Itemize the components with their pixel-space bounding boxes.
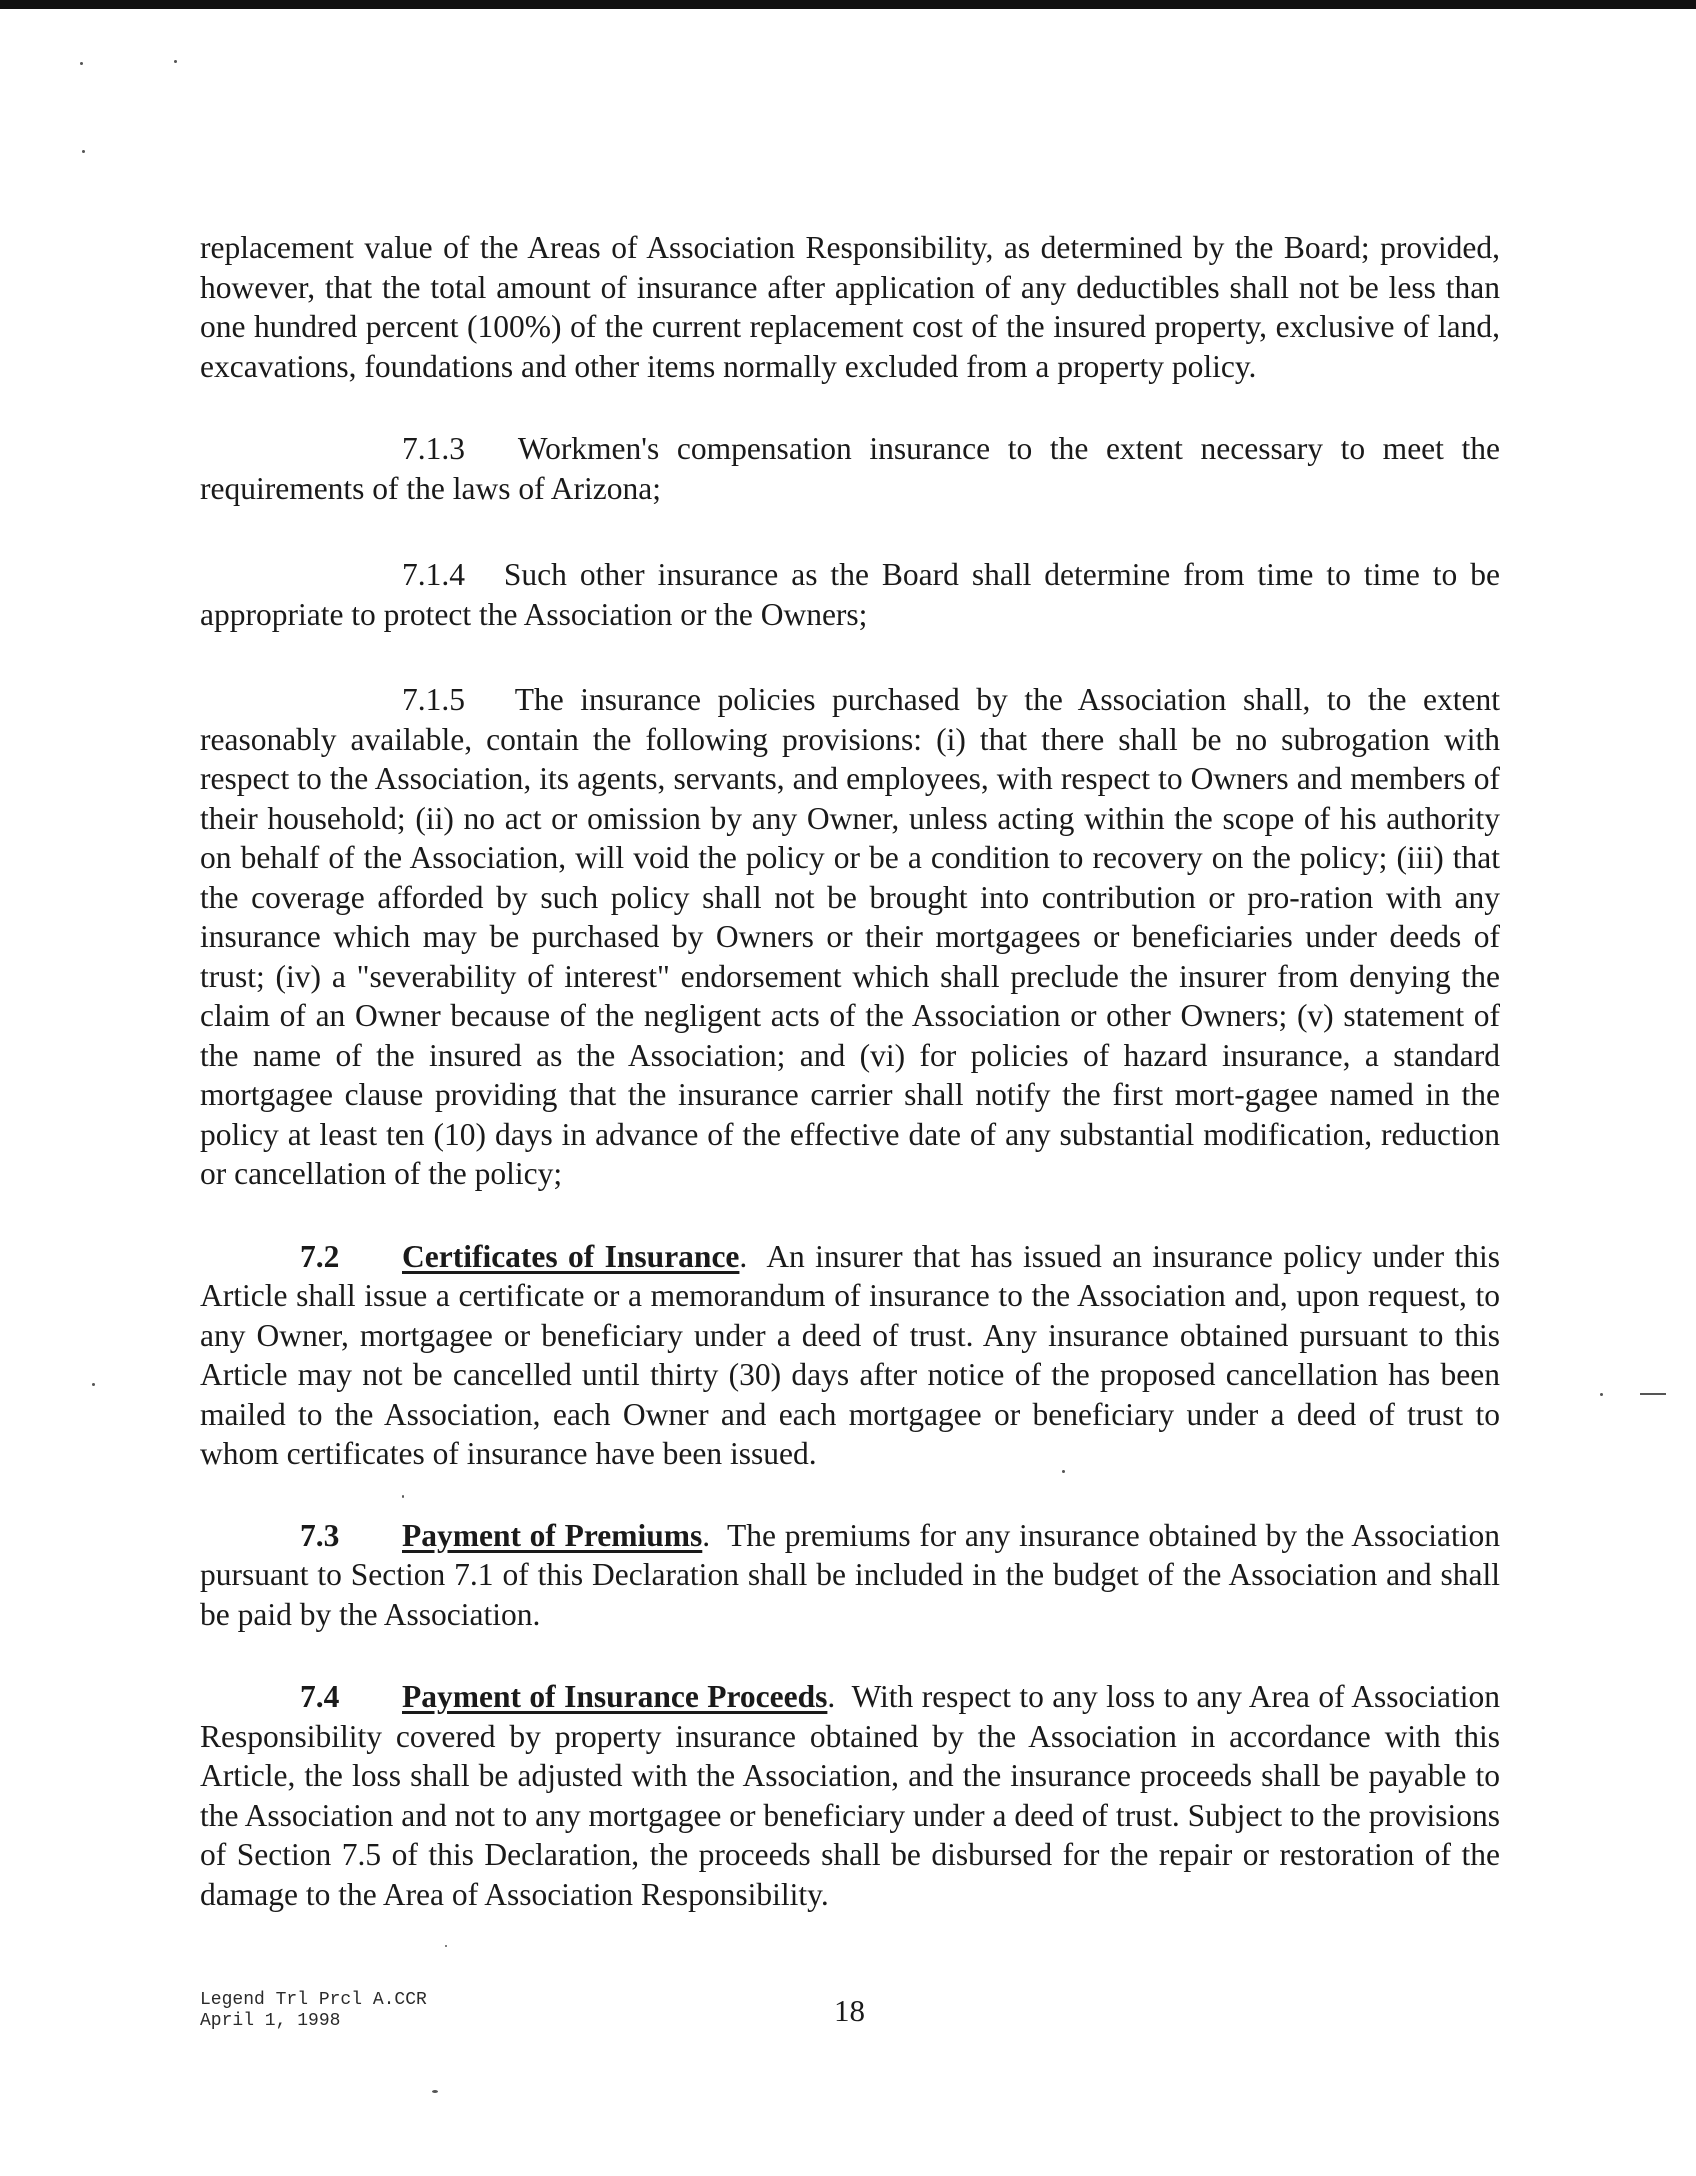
- section-heading: Payment of Premiums: [402, 1517, 703, 1553]
- section-number: 7.2: [300, 1238, 340, 1274]
- section-7-1-4: [200, 555, 1500, 634]
- scan-top-border: [0, 0, 1696, 9]
- section-7-1-5: [200, 680, 1500, 1194]
- scan-speck: [1640, 1393, 1666, 1395]
- scan-speck: [174, 60, 177, 63]
- footer-document-label: [200, 1990, 427, 2032]
- section-number: 7.3: [300, 1517, 340, 1553]
- footer-date: April 1, 1998: [200, 2011, 341, 2031]
- section-7-3: 7.3 Payment of Premiums. The premiums for any insurance obtained by the Association pursuant to Section 7.1 of this Declaration shall be included in the budget of the Association and shall be paid by the Association.: [200, 1517, 1500, 1632]
- section-text: An insurer that has issued an insurance policy under this Article shall issue a certificate or a memorandum of insurance to the Association and, upon request, to any Owner, mortgagee or beneficiary under a deed of trust. Any insurance obtained pursuant to this Article may not be cancelled until thirty (30) days after notice of the proposed cancellation has been mailed to the Association, each Owner and each mortgagee or beneficiary under a deed of trust to whom certificates of insurance have been issued.: [200, 1238, 1501, 1471]
- document-page: [200, 228, 1500, 1914]
- scan-speck: [432, 2090, 438, 2093]
- section-number: 7.1.5: [402, 682, 465, 717]
- section-text: Workmen's compensation insurance to the extent necessary to meet the requirements of the laws of Arizona;: [200, 431, 1501, 506]
- section-heading: Certificates of Insurance: [402, 1238, 740, 1274]
- scan-speck: [82, 150, 85, 153]
- section-number: 7.4: [300, 1679, 340, 1714]
- section-text: The premiums for any insurance obtained by the Association pursuant to Section 7.1 of this Declaration shall be included in the budget of the Association and shall be paid by the Association.: [200, 1517, 1500, 1632]
- section-text: With respect to any loss to any Area of Association Responsibility covered by property insurance obtained by the Association in accordance with this Article, the loss shall be adjusted with the Association, and the insurance proceeds shall be payable to the Association and not to any mortgagee or beneficiary under a deed of trust. Subject to the provisions of Section 7.5 of this Declaration, the proceeds shall be disbursed for the repair or restoration of the damage to the Area of Association Responsibility.: [200, 1679, 1500, 1912]
- footer-doc-label: Legend Trl Prcl A.CCR: [200, 1990, 427, 2010]
- section-text: Such other insurance as the Board shall determine from time to time to be appropriate to protect the Association or the Owners;: [200, 557, 1500, 632]
- section-7-1-3: [200, 429, 1500, 508]
- section-7-4: 7.4 Payment of Insurance Proceeds. With respect to any loss to any Area of Association Responsibility covered by property insurance obtained by the Association in accordance with this Article, the loss shall be adjusted with the Association, and the insurance proceeds shall be payable to the Association and not to any mortgagee or beneficiary under a deed of trust. Subject to the provisions of Section 7.5 of this Declaration, the proceeds shall be disbursed for the repair or restoration of the damage to the Area of Association Responsibility.: [200, 1679, 1500, 1912]
- scan-speck: [92, 1383, 95, 1386]
- scan-speck: [80, 62, 83, 65]
- section-number: 7.1.4: [402, 557, 465, 592]
- page-number: 18: [834, 1993, 865, 2028]
- section-text: The insurance policies purchased by the Association shall, to the extent reasonably available, contain the following provisions: (i) that there shall be no subrogation with respect to the Association, its agents, servants, and employees, with respect to Owners and members of their household; (ii) no act or omission by any Owner, unless acting within the scope of his authority on behalf of the Association, will void the policy or be a condition to recovery on the policy; (iii) that the coverage afforded by such policy shall not be brought into contribution or pro-ration with any insurance which may be purchased by Owners or their mortgagees or beneficiaries under deeds of trust; (iv) a "severability of interest" endorsement which shall preclude the insurer from denying the claim of an Owner because of the negligent acts of the Association or other Owners; (v) statement of the name of the insured as the Association; and (vi) for policies of hazard insurance, a standard mortgagee clause providing that the insurance carrier shall notify the first mort-gagee named in the policy at least ten (10) days in advance of the effective date of any substantial modification, reduction or cancellation of the policy;: [200, 682, 1500, 1191]
- scan-speck: [1600, 1393, 1603, 1396]
- section-heading: Payment of Insurance Proceeds: [402, 1679, 828, 1714]
- section-number: 7.1.3: [402, 431, 465, 466]
- scan-speck: [445, 1945, 447, 1947]
- paragraph-continued: replacement value of the Areas of Association Responsibility, as determined by the Board; provided, however, that the total amount of insurance after application of any deductibles shall not be less than one hundred percent (100%) of the current replacement cost of the insured property, exclusive of land, excavations, foundations and other items normally excluded from a property policy.: [200, 230, 1500, 384]
- section-7-2: 7.2 Certificates of Insurance. An insurer that has issued an insurance policy under this Article shall issue a certificate or a memorandum of insurance to the Association and, upon request, to any Owner, mortgagee or beneficiary under a deed of trust. Any insurance obtained pursuant to this Article may not be cancelled until thirty (30) days after notice of the proposed cancellation has been mailed to the Association, each Owner and each mortgagee or beneficiary under a deed of trust to whom certificates of insurance have been issued.: [200, 1238, 1501, 1471]
